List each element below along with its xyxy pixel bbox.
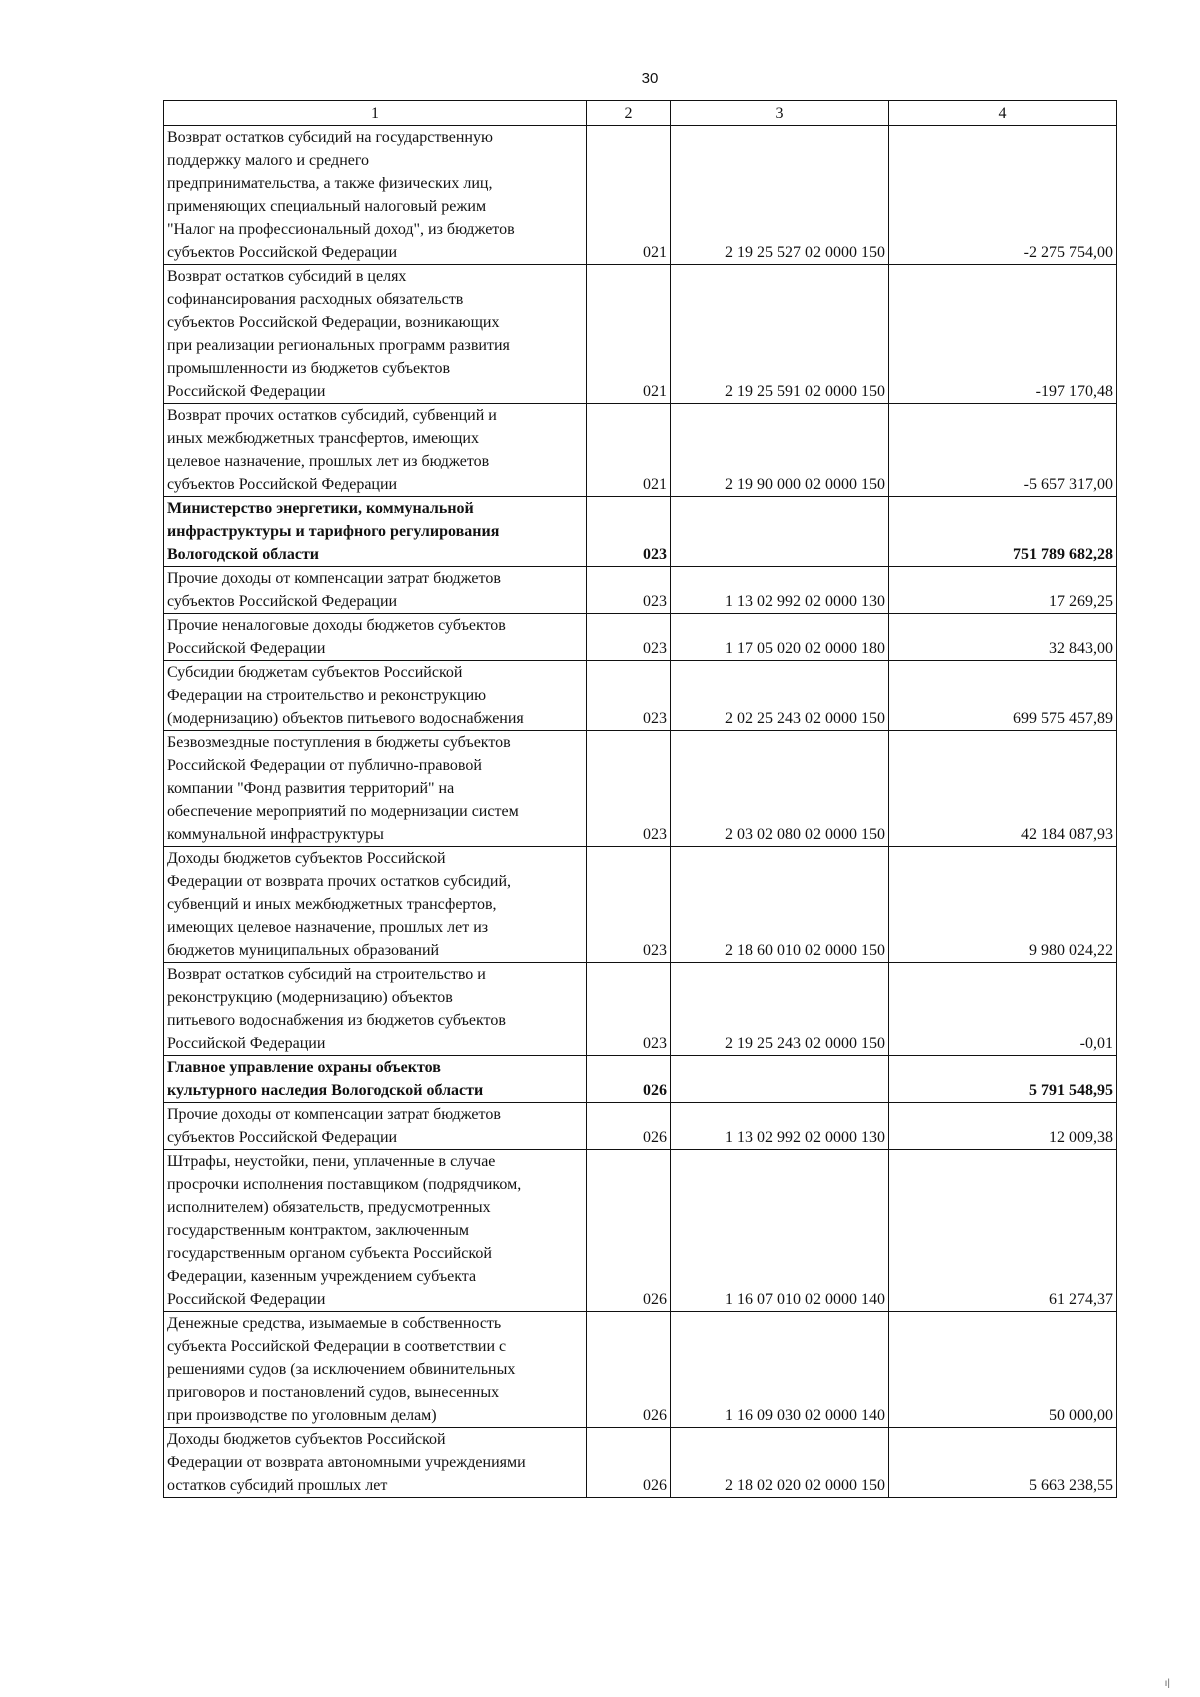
revenue-name-line: софинансирования расходных обязательств [167,291,464,308]
revenue-name-line: предпринимательства, а также физических лиц, [167,175,493,192]
administrator-code-cell: 023 [587,614,671,661]
column-header-1: 1 [164,101,587,126]
table-row [164,1103,1117,1150]
revenue-name-line: Федерации, казенным учреждением субъекта [167,1268,477,1285]
scan-mark: ı| [1164,1678,1170,1689]
revenue-name-line: субъектов Российской Федерации [167,244,398,261]
revenue-name-line: остатков субсидий прошлых лет [167,1477,388,1494]
revenue-name-line: Российской Федерации [167,1035,326,1052]
revenue-name-line: инфраструктуры и тарифного регулирования [167,523,500,540]
revenue-name-line: Российской Федерации [167,383,326,400]
revenue-table [163,100,1117,1498]
amount-cell: 5 663 238,55 [889,1428,1117,1498]
revenue-name-line: "Налог на профессиональный доход", из бюджетов [167,221,515,238]
administrator-code-cell: 021 [587,126,671,265]
revenue-name-line: субъектов Российской Федерации [167,1129,398,1146]
table-row [164,1312,1117,1428]
budget-classification-code-cell: 2 19 90 000 02 0000 150 [671,404,889,497]
budget-classification-code-cell: 2 18 60 010 02 0000 150 [671,847,889,963]
administrator-code-cell: 023 [587,497,671,567]
budget-classification-code-cell [671,1056,889,1103]
table-row [164,661,1117,731]
revenue-name-line: приговоров и постановлений судов, вынесенных [167,1384,500,1401]
revenue-name-cell [164,265,587,404]
column-header-3: 3 [671,101,889,126]
budget-classification-code-cell: 2 19 25 527 02 0000 150 [671,126,889,265]
revenue-name-line: промышленности из бюджетов субъектов [167,360,450,377]
revenue-name-line: бюджетов муниципальных образований [167,942,440,959]
revenue-name-cell [164,567,587,614]
revenue-name-cell [164,614,587,661]
budget-classification-code-cell: 2 03 02 080 02 0000 150 [671,731,889,847]
revenue-name-cell [164,126,587,265]
revenue-name-cell [164,847,587,963]
table-body [164,126,1117,1498]
amount-cell: 50 000,00 [889,1312,1117,1428]
table-row [164,1150,1117,1312]
amount-cell: 9 980 024,22 [889,847,1117,963]
administrator-code-cell: 021 [587,265,671,404]
administrator-code-cell: 026 [587,1312,671,1428]
revenue-name-line: Денежные средства, изымаемые в собственность [167,1315,502,1332]
revenue-name-line: субъекта Российской Федерации в соответствии с [167,1338,507,1355]
revenue-name-line: Прочие неналоговые доходы бюджетов субъектов [167,617,506,634]
revenue-name-line: питьевого водоснабжения из бюджетов субъектов [167,1012,506,1029]
revenue-name-cell [164,1150,587,1312]
revenue-name-line: обеспечение мероприятий по модернизации систем [167,803,519,820]
budget-classification-code-cell: 1 17 05 020 02 0000 180 [671,614,889,661]
revenue-name-cell [164,731,587,847]
revenue-name-line: Штрафы, неустойки, пени, уплаченные в случае [167,1153,496,1170]
amount-cell: -2 275 754,00 [889,126,1117,265]
revenue-name-cell [164,497,587,567]
revenue-name-cell [164,1056,587,1103]
administrator-code-cell: 023 [587,847,671,963]
revenue-name-line: Доходы бюджетов субъектов Российской [167,1431,446,1448]
amount-cell: -5 657 317,00 [889,404,1117,497]
revenue-name-line: Прочие доходы от компенсации затрат бюджетов [167,1106,501,1123]
revenue-name-line: Российской Федерации от публично-правовой [167,757,482,774]
budget-classification-code-cell [671,497,889,567]
revenue-name-line: исполнителем) обязательств, предусмотренных [167,1199,491,1216]
revenue-name-line: при реализации региональных программ развития [167,337,510,354]
amount-cell: 61 274,37 [889,1150,1117,1312]
budget-classification-code-cell: 1 13 02 992 02 0000 130 [671,567,889,614]
revenue-name-line: Безвозмездные поступления в бюджеты субъектов [167,734,511,751]
revenue-name-line: Возврат остатков субсидий в целях [167,268,407,285]
administrator-code-cell: 026 [587,1056,671,1103]
table-row [164,126,1117,265]
table-row [164,404,1117,497]
administrator-code-cell: 026 [587,1103,671,1150]
revenue-name-line: компании "Фонд развития территорий" на [167,780,455,797]
administrator-code-cell: 023 [587,567,671,614]
administrator-code-cell: 023 [587,731,671,847]
revenue-name-line: при производстве по уголовным делам) [167,1407,437,1424]
revenue-name-line: субъектов Российской Федерации [167,476,398,493]
revenue-name-line: целевое назначение, прошлых лет из бюджетов [167,453,490,470]
budget-classification-code-cell: 2 02 25 243 02 0000 150 [671,661,889,731]
revenue-name-line: Вологодской области [167,546,320,563]
revenue-name-line: поддержку малого и среднего [167,152,370,169]
revenue-name-line: Доходы бюджетов субъектов Российской [167,850,446,867]
revenue-name-line: государственным органом субъекта Российской [167,1245,492,1262]
administrator-code-cell: 026 [587,1428,671,1498]
budget-classification-code-cell: 2 19 25 243 02 0000 150 [671,963,889,1056]
revenue-name-line: имеющих целевое назначение, прошлых лет из [167,919,489,936]
amount-cell: 32 843,00 [889,614,1117,661]
column-header-4: 4 [889,101,1117,126]
amount-cell: 42 184 087,93 [889,731,1117,847]
revenue-name-line: государственным контрактом, заключенным [167,1222,469,1239]
revenue-name-line: решениями судов (за исключением обвинительных [167,1361,516,1378]
amount-cell: 5 791 548,95 [889,1056,1117,1103]
revenue-name-line: просрочки исполнения поставщиком (подрядчиком, [167,1176,522,1193]
administrator-code-cell: 023 [587,963,671,1056]
budget-classification-code-cell: 2 18 02 020 02 0000 150 [671,1428,889,1498]
amount-cell: 12 009,38 [889,1103,1117,1150]
revenue-name-line: Российской Федерации [167,640,326,657]
amount-cell: 17 269,25 [889,567,1117,614]
amount-cell: 699 575 457,89 [889,661,1117,731]
table-row [164,614,1117,661]
table-row [164,265,1117,404]
budget-classification-code-cell: 1 13 02 992 02 0000 130 [671,1103,889,1150]
revenue-name-line: (модернизацию) объектов питьевого водоснабжения [167,710,524,727]
administrator-code-cell: 021 [587,404,671,497]
budget-classification-code-cell: 2 19 25 591 02 0000 150 [671,265,889,404]
table-row [164,847,1117,963]
revenue-name-line: Федерации от возврата прочих остатков субсидий, [167,873,512,890]
revenue-name-cell [164,661,587,731]
revenue-name-line: Федерации на строительство и реконструкцию [167,687,487,704]
revenue-name-cell [164,1103,587,1150]
budget-classification-code-cell: 1 16 07 010 02 0000 140 [671,1150,889,1312]
revenue-name-cell [164,404,587,497]
table-row [164,567,1117,614]
budget-classification-code-cell: 1 16 09 030 02 0000 140 [671,1312,889,1428]
revenue-name-line: субъектов Российской Федерации, возникающих [167,314,500,331]
revenue-name-line: Возврат прочих остатков субсидий, субвенций и [167,407,497,424]
revenue-name-line: субъектов Российской Федерации [167,593,398,610]
column-header-2: 2 [587,101,671,126]
amount-cell: -197 170,48 [889,265,1117,404]
revenue-name-line: применяющих специальный налоговый режим [167,198,487,215]
revenue-name-line: Главное управление охраны объектов [167,1059,441,1076]
page-number: 30 [641,70,659,87]
table-row-administrator [164,497,1117,567]
revenue-name-line: Возврат остатков субсидий на строительство и [167,966,486,983]
amount-cell: -0,01 [889,963,1117,1056]
revenue-name-cell [164,1312,587,1428]
amount-cell: 751 789 682,28 [889,497,1117,567]
revenue-name-line: реконструкцию (модернизацию) объектов [167,989,453,1006]
revenue-name-line: субвенций и иных межбюджетных трансфертов, [167,896,497,913]
administrator-code-cell: 023 [587,661,671,731]
table-row [164,963,1117,1056]
revenue-name-line: Федерации от возврата автономными учреждениями [167,1454,526,1471]
revenue-name-cell [164,1428,587,1498]
revenue-name-line: иных межбюджетных трансфертов, имеющих [167,430,479,447]
table-header-row [164,101,1117,126]
revenue-name-line: Министерство энергетики, коммунальной [167,500,474,517]
revenue-name-line: Прочие доходы от компенсации затрат бюджетов [167,570,501,587]
revenue-name-line: коммунальной инфраструктуры [167,826,384,843]
administrator-code-cell: 026 [587,1150,671,1312]
revenue-name-line: Возврат остатков субсидий на государственную [167,129,493,146]
table-row-administrator [164,1056,1117,1103]
table-row [164,731,1117,847]
table-row [164,1428,1117,1498]
revenue-name-line: Субсидии бюджетам субъектов Российской [167,664,463,681]
revenue-name-cell [164,963,587,1056]
revenue-name-line: Российской Федерации [167,1291,326,1308]
revenue-name-line: культурного наследия Вологодской области [167,1082,484,1099]
